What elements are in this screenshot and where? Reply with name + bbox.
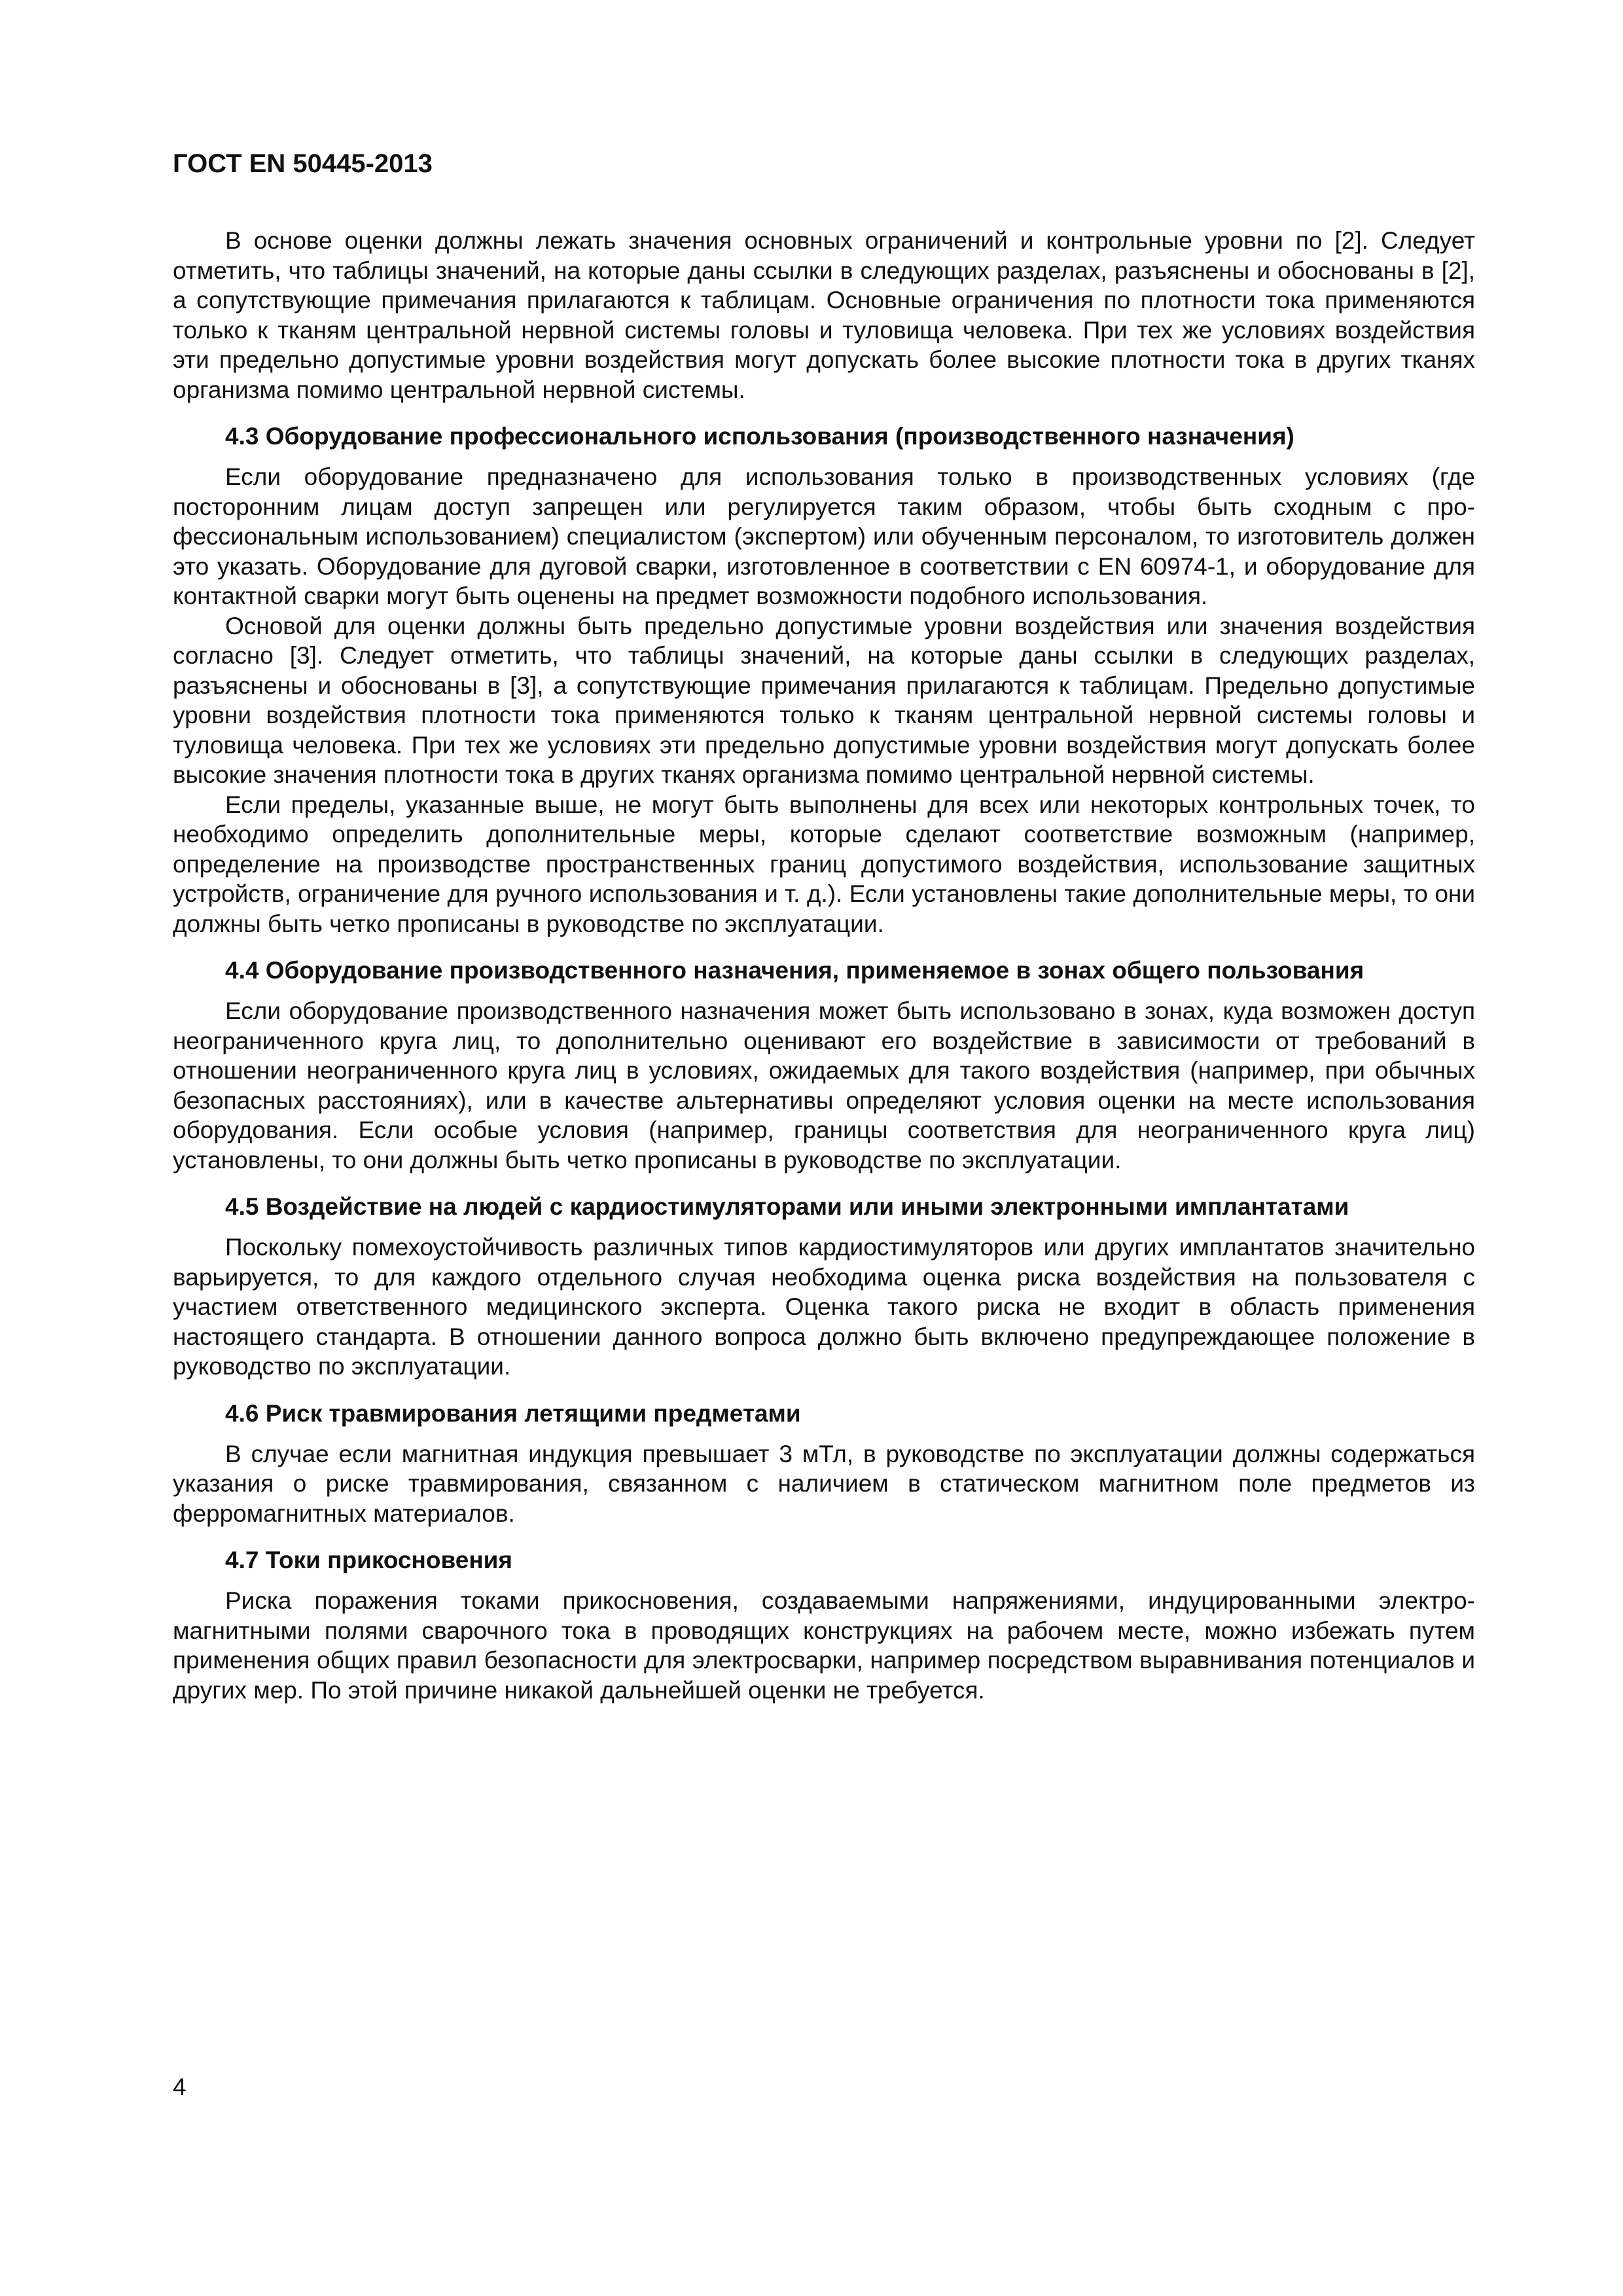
section-4-5 (173, 1192, 1475, 1382)
section-4-7 (173, 1545, 1475, 1705)
section-4-3 (173, 422, 1475, 939)
section-heading: 4.3 Оборудование профессионального использования (производственного назначения) (225, 423, 1294, 450)
section-heading: 4.4 Оборудование производственного назначения, применяемое в зонах общего пользования (225, 957, 1364, 984)
section-heading: 4.5 Воздействие на людей с кардиостимуляторами или иными электронными имплантатами (225, 1193, 1349, 1220)
page-number: 4 (173, 2073, 187, 2100)
section-4-6 (173, 1399, 1475, 1529)
section-paragraph: Риска поражения токами прикосновения, создаваемыми напряжениями, индуцированными электромагнитными полями сварочного тока в проводящих конструкциях на рабочем месте, можно избежать путем применения общих правил безопасности для электросварки, например посредством выравнивания потенциалов и других мер. По этой причине никакой дальнейшей оценки не требуется. (173, 1587, 1475, 1704)
section-paragraph: Если оборудование предназначено для использования только в производственных условиях (где посторонним лицам доступ запрещен или регулируется таким образом, чтобы быть сходным с профессиональным использованием) специалистом (экспертом) или обученным персоналом, то изготовитель должен это указать. Оборудование для дуговой сварки, изготовленное в соответствии с EN 60974-1, и оборудование для контактной сварки могут быть оценены на предмет возможности подобного использования. (173, 463, 1475, 609)
section-paragraph: Если пределы, указанные выше, не могут быть выполнены для всех или некоторых контрольных точек, то необходимо определить дополнительные меры, которые сделают соответствие возможным (например, определение на производстве пространственных границ допустимого воздействия, использование защитных устройств, ограничение для ручного использования и т. д.). Если установлены такие дополнительные меры, то они должны быть четко прописаны в руководстве по эксплуатации. (173, 791, 1475, 937)
document-header: ГОСТ EN 50445-2013 (173, 149, 433, 178)
section-paragraph: В случае если магнитная индукция превышает 3 мТл, в руководстве по эксплуатации должны содержаться указания о риске травмирования, связанном с наличием в статическом магнитном поле предметов из ферромагнитных материалов. (173, 1440, 1475, 1527)
section-heading: 4.7 Токи прикосновения (225, 1547, 513, 1573)
intro-paragraph: В основе оценки должны лежать значения основных ограничений и контрольные уровни по [2]. Следует отметить, что таблицы значений, на которые даны ссылки в следующих разделах, разъяснены и обоснованы в [2], а сопутствующие примечания прилагаются к таблицам. Основные ограничения по плотности тока применяются только к тканям центральной нервной системы головы и туловища человека. При тех же условиях воздействия эти предельно допустимые уровни воздействия могут допускать более высокие плотности тока в других тканях организма помимо центральной нервной системы. (173, 227, 1475, 403)
section-heading: 4.6 Риск травмирования летящими предметами (225, 1399, 801, 1427)
document-body (173, 226, 1475, 1705)
section-paragraph: Если оборудование производственного назначения может быть использовано в зонах, куда возможен доступ неограниченного круга лиц, то дополнительно оценивают его воздействие в зависимости от требований в отношении неограниченного круга лиц в условиях, ожидаемых для такого воздействия (например, при обычных безопасных расстояниях), или в качестве альтернативы определяют условия оценки на месте использования оборудования. Если особые условия (например, границы соответствия для неограниченного круга лиц) установлены, то они должны быть четко прописаны в руководстве по эксплуатации. (173, 997, 1475, 1174)
section-paragraph: Поскольку помехоустойчивость различных типов кардиостимуляторов или других имплантатов значительно варьируется, то для каждого отдельного случая необходима оценка риска воздействия на пользователя с участием ответственного медицинского эксперта. Оценка такого риска не входит в область применения настоящего стандарта. В отношении данного вопроса должно быть включено предупреждающее положение в руководство по эксплуатации. (173, 1234, 1475, 1380)
section-paragraph: Основой для оценки должны быть предельно допустимые уровни воздействия или значения воздействия согласно [3]. Следует отметить, что таблицы значений, на которые даны ссылки в следующих разделах, разъяснены и обоснованы в [3], а сопутствующие примечания прилагаются к таблицам. Предельно допустимые уровни воздействия плотности тока применяются только к тканям центральной нервной системы головы и туловища человека. При тех же условиях эти предельно допустимые уровни воздействия могут допускать более высокие значения плотности тока в других тканях организма помимо центральной нервной системы. (173, 612, 1475, 788)
section-4-4 (173, 956, 1475, 1175)
